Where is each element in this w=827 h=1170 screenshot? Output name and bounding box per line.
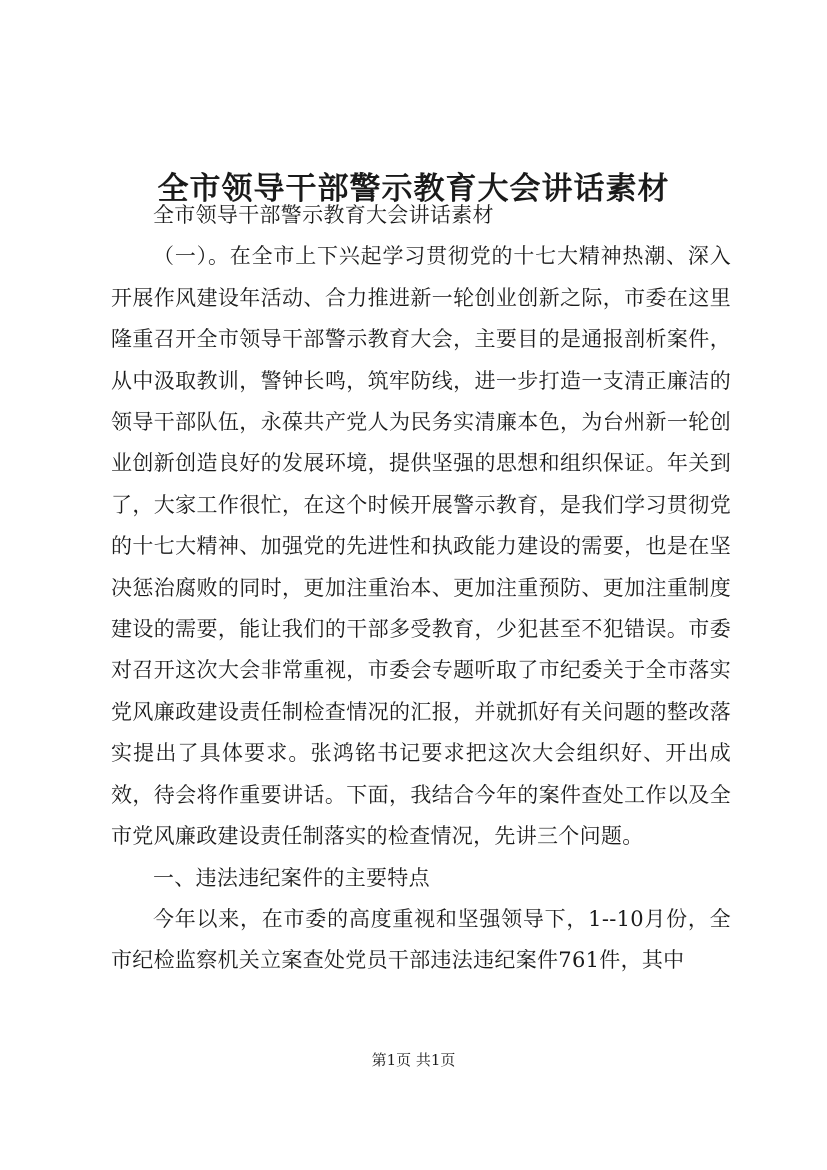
paragraph-section-body: 今年以来，在市委的高度重视和坚强领导下，1--10月份，全市纪检监察机关立案查处党员干部违法违纪案件761件，其中 [111,906,731,973]
paragraph-subtitle: 全市领导干部警示教育大会讲话素材 [153,203,494,227]
document-title: 全市领导干部警示教育大会讲话素材 [157,170,670,207]
document-body [111,195,731,982]
page-footer: 第1页 共1页 [371,1051,456,1069]
section-heading: 一、违法违纪案件的主要特点 [153,865,430,890]
paragraph-intro: （一）。在全市上下兴起学习贯彻党的十七大精神热潮、深入开展作风建设年活动、合力推进新一轮创业创新之际，市委在这里隆重召开全市领导干部警示教育大会，主要目的是通报剖析案件，从中汲取教训，警钟长鸣，筑牢防线，进一步打造一支清正廉洁的领导干部队伍，永葆共产党人为民务实清廉本色，为台州新一轮创业创新创造良好的发展环境，提供坚强的思想和组织保证。年关到了，大家工作很忙，在这个时候开展警示教育，是我们学习贯彻党的十七大精神、加强党的先进性和执政能力建设的需要，也是在坚决惩治腐败的同时，更加注重治本、更加注重预防、更加注重制度建设的需要，能让我们的干部多受教育，少犯甚至不犯错误。市委对召开这次大会非常重视，市委会专题听取了市纪委关于全市落实党风廉政建设责任制检查情况的汇报，并就抓好有关问题的整改落实提出了具体要求。张鸿铭书记要求把这次大会组织好、开出成效，待会将作重要讲话。下面，我结合今年的案件查处工作以及全市党风廉政建设责任制落实的检查情况，先讲三个问题。 [111,244,731,849]
